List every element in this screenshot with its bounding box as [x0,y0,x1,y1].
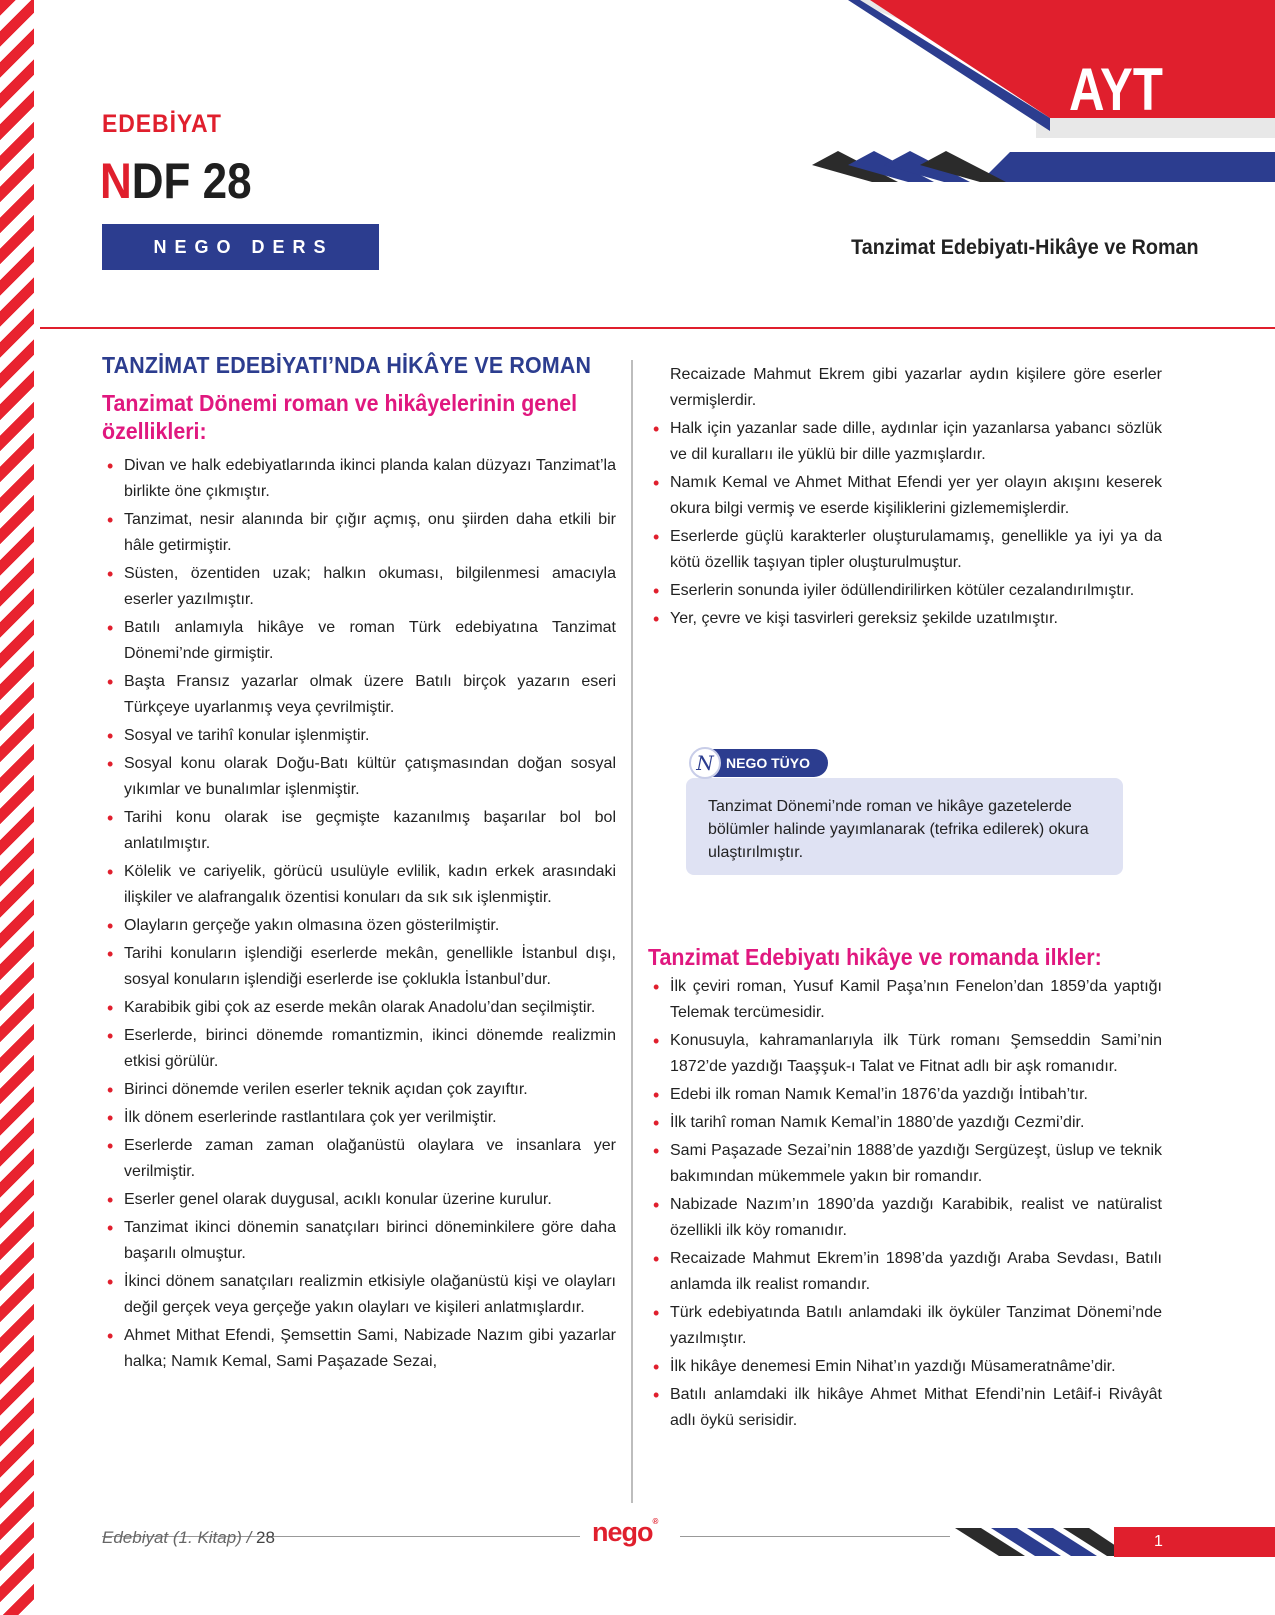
series-badge: NEGO DERS FÖYÜ [102,224,379,270]
list-item: • İkinci dönem sanatçıları realizmin etkisiyle olağanüstü kişi ve olayları değil gerçek veya gerçeğe yakın olayları ve kişileri anlatmışlardır. [124,1269,616,1321]
list-item: • Nabizade Nazım’ın 1890’da yazdığı Karabibik, realist ve natüralist özellikli ilk köy romanıdır. [670,1192,1162,1244]
publisher-logo [592,1517,657,1548]
tip-badge: NEGO TÜYO [700,749,828,777]
footer-chevron-graphic [955,1522,1125,1562]
continued-text: Recaizade Mahmut Ekrem gibi yazarlar aydın kişilere göre eserler vermişlerdir. [670,366,1162,409]
page-number: 1 [1114,1527,1275,1557]
list-item: • Olayların gerçeğe yakın olmasına özen gösterilmiştir. [124,913,616,939]
header-divider [40,327,1275,329]
column-divider [631,360,633,1503]
list-item: • İlk dönem eserlerinde rastlantılara çok yer verilmiştir. [124,1105,616,1131]
list-item: • Süsten, özentiden uzak; halkın okuması, bilgilenmesi amacıyla eserler yazılmıştır. [124,561,616,613]
list-item: • Eserlerde zaman zaman olağanüstü olaylara ve insanlara yer verilmiştir. [124,1133,616,1185]
list-item: • Batılı anlamdaki ilk hikâye Ahmet Mithat Efendi’nin Letâif-i Rivâyât adlı öykü serisidir. [670,1382,1162,1434]
header-corner-graphic [800,0,1275,200]
firsts-list [648,974,1162,1434]
list-item: • Başta Fransız yazarlar olmak üzere Batılı birçok yazarın eseri Türkçeye uyarlanmış veya çevrilmiştir. [124,669,616,721]
list-item: • Halk için yazanlar sade dille, aydınlar için yazanlarsa yabancı sözlük ve dil kurallarıı ile yüklü bir dille yazmışlardır. [670,416,1162,468]
list-item: • Eserlerde, birinci dönemde romantizmin, ikinci dönemde realizmin etkisi görülür. [124,1023,616,1075]
footer-book: Edebiyat (1. Kitap) / [102,1528,252,1547]
list-item: • İlk çeviri roman, Yusuf Kamil Paşa’nın Fenelon’dan 1859’da yaptığı Telemak tercümesidir. [670,974,1162,1026]
list-item: • Sosyal ve tarihî konular işlenmiştir. [124,723,616,749]
list-item: • Edebi ilk roman Namık Kemal’in 1876’da yazdığı İntibah’tır. [670,1082,1162,1108]
list-item: • Karabibik gibi çok az eserde mekân olarak Anadolu’dan seçilmiştir. [124,995,616,1021]
right-column [648,362,1162,634]
exam-label: AYT [1069,56,1163,123]
list-item: • Batılı anlamıyla hikâye ve roman Türk edebiyatına Tanzimat Dönemi’nde girmiştir. [124,615,616,667]
list-item: • Birinci dönemde verilen eserler teknik açıdan çok zayıftır. [124,1077,616,1103]
list-item: • Tanzimat, nesir alanında bir çığır açmış, onu şiirden daha etkili bir hâle getirmiştir. [124,507,616,559]
features-list [102,453,616,1375]
tip-box [686,778,1123,875]
list-item: • Sami Paşazade Sezai’nin 1888’de yazdığı Sergüzeşt, üslup ve teknik bakımından mükemmele yakın bir romandır. [670,1138,1162,1190]
document-code [100,153,252,209]
list-item: • Recaizade Mahmut Ekrem’in 1898’da yazdığı Araba Sevdası, Batılı anlamda ilk realist romandır. [670,1246,1162,1298]
list-item: • Tarihi konu olarak ise geçmişte kazanılmış başarılar bol bol anlatılmıştır. [124,805,616,857]
topic-title: Tanzimat Edebiyatı-Hikâye ve Roman [851,236,1199,259]
list-item: • İlk hikâye denemesi Emin Nihat’ın yazdığı Müsameratnâme’dir. [670,1354,1162,1380]
tip-text: Tanzimat Dönemi’nde roman ve hikâye gazetelerde bölümler halinde yayımlanarak (tefrika edilerek) okura ulaştırılmıştır. [708,798,1089,861]
list-item: • Tanzimat ikinci dönemin sanatçıları birinci döneminkilere göre daha başarılı olmuştur. [124,1215,616,1267]
firsts-column [648,974,1162,1436]
logo-text: nego [592,1517,653,1547]
footer-book-label [102,1528,275,1548]
list-item: • Türk edebiyatında Batılı anlamdaki ilk öyküler Tanzimat Dönemi’nde yazılmıştır. [670,1300,1162,1352]
section-title: TANZİMAT EDEBİYATI’NDA HİKÂYE VE ROMAN [102,352,592,378]
logo-mark: ® [652,1517,658,1526]
list-item: • Yer, çevre ve kişi tasvirleri gereksiz şekilde uzatılmıştır. [670,606,1162,632]
subsection-title: Tanzimat Dönemi roman ve hikâyelerinin genel özellikleri: [102,390,578,444]
left-stripe-decoration [0,0,34,1615]
footer-book-page: 28 [256,1528,275,1547]
list-item: • Sosyal konu olarak Doğu-Batı kültür çatışmasından doğan sosyal yıkımlar ve bunalımlar işlenmiştir. [124,751,616,803]
firsts-title: Tanzimat Edebiyatı hikâye ve romanda ilkler: [648,944,1102,970]
nego-logo-icon: N [689,747,721,779]
list-item: • Eserler genel olarak duygusal, acıklı konular üzerine kurulur. [124,1187,616,1213]
list-item: • Namık Kemal ve Ahmet Mithat Efendi yer yer olayın akışını keserek okura bilgi vermiş ve eserde kişiliklerini gizlememişlerdir. [670,470,1162,522]
code-first-letter: N [100,153,132,209]
footer-line-right [680,1536,950,1537]
subject-label: EDEBİYAT [102,110,222,138]
list-item: • Ahmet Mithat Efendi, Şemsettin Sami, Nabizade Nazım gibi yazarlar halka; Namık Kemal, Sami Paşazade Sezai, [124,1323,616,1375]
list-item: • Divan ve halk edebiyatlarında ikinci planda kalan düzyazı Tanzimat’la birlikte öne çıkmıştır. [124,453,616,505]
features-list-continued [648,416,1162,632]
list-item: • İlk tarihî roman Namık Kemal’in 1880’de yazdığı Cezmi’dir. [670,1110,1162,1136]
code-rest: DF 28 [131,153,252,209]
left-column [102,352,616,1377]
list-item: • Kölelik ve cariyelik, görücü usulüyle evlilik, kadın erkek arasındaki ilişkiler ve alafrangalık özentisi konuları da sık sık işlenmiştir. [124,859,616,911]
list-item: • Konusuyla, kahramanlarıyla ilk Türk romanı Şemseddin Sami’nin 1872’de yazdığı Taaşşuk-ı Talat ve Fitnat adlı bir aşk romanıdır. [670,1028,1162,1080]
list-item: • Eserlerde güçlü karakterler oluşturulamamış, genellikle ya iyi ya da kötü özellik taşıyan tipler oluşturulmuştur. [670,524,1162,576]
list-item: • Tarihi konuların işlendiği eserlerde mekân, genellikle İstanbul dışı, sosyal konuların işlendiği eserlerde ise çoklukla İstanbul’dur. [124,941,616,993]
list-item: • Eserlerin sonunda iyiler ödüllendirilirken kötüler cezalandırılmıştır. [670,578,1162,604]
